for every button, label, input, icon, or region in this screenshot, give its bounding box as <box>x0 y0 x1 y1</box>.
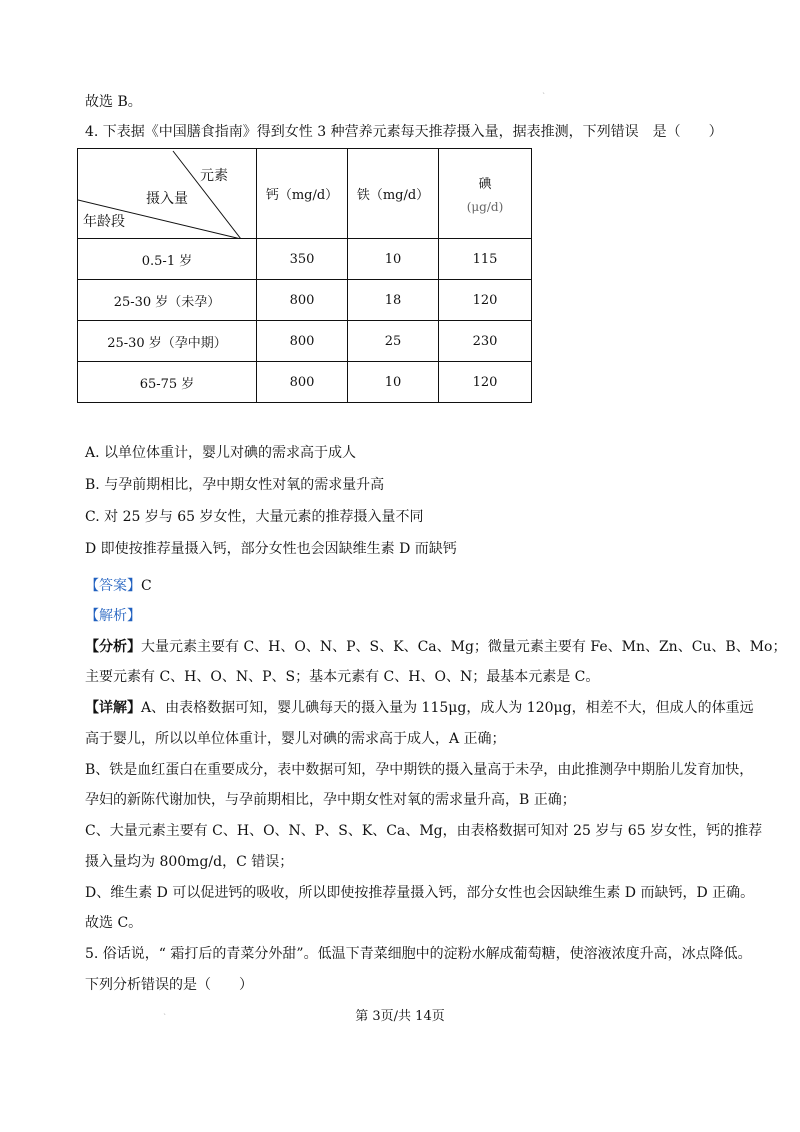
cell-calcium: 800 <box>257 362 348 403</box>
col-header-calcium: 钙（mg/d） <box>257 149 348 239</box>
xiangjie-line-3: B、铁是血红蛋白在重要成分，表中数据可知，孕中期铁的摄入量高于未孕，由此推测孕中期胎儿发育加快， <box>85 762 754 778</box>
option-d: D 即使按推荐量摄入钙，部分女性也会因缺维生素 D 而缺钙 <box>85 541 457 557</box>
xiangjie-line-2: 高于婴儿，所以以单位体重计，婴儿对碘的需求高于成人，A 正确； <box>85 731 506 747</box>
fenxi-text-1: 大量元素主要有 C、H、O、N、P、S、K、Ca、Mg；微量元素主要有 Fe、Mn、Zn、Cu、B、Mo； <box>141 639 787 655</box>
analysis-tag: 【解析】 <box>85 608 141 624</box>
cell-calcium: 350 <box>257 239 348 280</box>
xiangjie-line-7: D、维生素 D 可以促进钙的吸收，所以即使按推荐量摄入钙，部分女性也会因缺维生素 D 而缺钙，D 正确。 <box>85 885 755 901</box>
xiangjie-line-6: 摄入量均为 800mg/d，C 错误； <box>85 854 294 870</box>
nutrient-table <box>77 148 532 403</box>
answer-tag: 【答案】 <box>85 578 141 594</box>
cell-iron: 25 <box>348 321 439 362</box>
cell-age: 65-75 岁 <box>78 362 257 403</box>
table-row <box>78 362 532 403</box>
table-header-row <box>78 149 532 239</box>
fenxi-tag: 【分析】 <box>85 639 141 655</box>
cell-age: 0.5-1 岁 <box>78 239 257 280</box>
question-4-stem: 4. 下表据《中国膳食指南》得到女性 3 种营养元素每天推荐摄入量，据表推测，下列错误 是（ ） <box>85 124 723 140</box>
cell-age: 25-30 岁（孕中期） <box>78 321 257 362</box>
diag-label-age: 年龄段 <box>83 214 125 230</box>
cell-iodine: 230 <box>439 321 532 362</box>
table-row <box>78 239 532 280</box>
xiangjie-line-8: 故选 C。 <box>85 915 143 931</box>
xiangjie-text-1: A、由表格数据可知，婴儿碘每天的摄入量为 115μg，成人为 120μg，相差不大，但成人的体重远 <box>141 700 754 716</box>
col-header-iodine-label: 碘 <box>478 177 492 192</box>
answer-line <box>85 576 152 596</box>
cell-iodine: 120 <box>439 280 532 321</box>
question-5-stem-2: 下列分析错误的是（ ） <box>85 977 253 993</box>
cell-iron: 18 <box>348 280 439 321</box>
table-row <box>78 280 532 321</box>
cell-calcium: 800 <box>257 321 348 362</box>
xiangjie-line-4: 孕妇的新陈代谢加快，与孕前期相比，孕中期女性对氧的需求量升高，B 正确； <box>85 792 576 808</box>
scan-speck: ` <box>163 1013 167 1022</box>
scan-speck: ` <box>542 92 546 101</box>
cell-iodine: 120 <box>439 362 532 403</box>
cell-iron: 10 <box>348 362 439 403</box>
xiangjie-tag: 【详解】 <box>85 700 141 716</box>
option-b: B. 与孕前期相比，孕中期女性对氧的需求量升高 <box>85 477 385 493</box>
diag-label-intake: 摄入量 <box>146 191 188 207</box>
answer-value: C <box>141 578 152 594</box>
cell-iodine: 115 <box>439 239 532 280</box>
intro-line: 故选 B。 <box>85 94 142 110</box>
diagonal-header-cell <box>78 149 257 239</box>
col-header-iron: 铁（mg/d） <box>348 149 439 239</box>
cell-calcium: 800 <box>257 280 348 321</box>
xiangjie-line-5: C、大量元素主要有 C、H、O、N、P、S、K、Ca、Mg，由表格数据可知对 25 岁与 65 岁女性，钙的推荐 <box>85 823 763 839</box>
fenxi-line-1 <box>85 637 786 657</box>
cell-age: 25-30 岁（未孕） <box>78 280 257 321</box>
cell-iron: 10 <box>348 239 439 280</box>
question-5-stem-1: 5. 俗话说，“ 霜打后的青菜分外甜”。低温下青菜细胞中的淀粉水解成葡萄糖，使溶液浓度升高，冰点降低。 <box>85 946 752 962</box>
col-header-iodine <box>439 149 532 239</box>
table-row <box>78 321 532 362</box>
option-a: A. 以单位体重计，婴儿对碘的需求高于成人 <box>85 445 357 461</box>
diag-label-element: 元素 <box>200 168 228 184</box>
option-c: C. 对 25 岁与 65 岁女性，大量元素的推荐摄入量不同 <box>85 509 424 525</box>
fenxi-line-2: 主要元素有 C、H、O、N、P、S；基本元素有 C、H、O、N；最基本元素是 C。 <box>85 669 600 685</box>
page-footer: 第 3页/共 14页 <box>355 1009 445 1024</box>
xiangjie-line-1 <box>85 698 754 718</box>
col-header-iodine-unit: (μg/d) <box>466 200 504 214</box>
